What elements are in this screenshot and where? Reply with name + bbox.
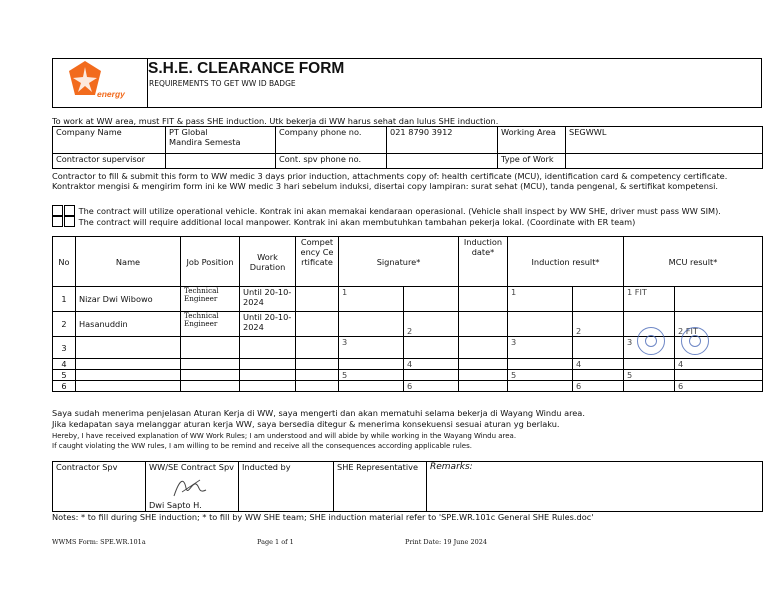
row-induction-even: 2 — [573, 312, 624, 337]
notes: Notes: * to fill during SHE induction; * to fill by WW SHE team; SHE induction material refer to 'SPE.WR.101c General SHE Rules.doc' — [52, 512, 594, 522]
contractor-supervisor-value[interactable] — [166, 154, 276, 169]
svg-text:energy: energy — [97, 89, 125, 99]
row-signature-even: 6 — [404, 381, 459, 392]
row-competency[interactable] — [296, 312, 339, 337]
manpower-checkbox-2[interactable] — [64, 216, 75, 227]
row-induction-even — [573, 287, 624, 312]
form-title: S.H.E. CLEARANCE FORM — [148, 60, 345, 77]
row-duration: Until 20-10-2024 — [240, 312, 296, 337]
row-signature-even: 2 — [404, 312, 459, 337]
row-no: 1 — [53, 287, 76, 312]
col-no: No — [53, 237, 76, 287]
company-phone-label: Company phone no. — [276, 127, 387, 154]
ww-se-contract-spv-cell[interactable] — [146, 462, 239, 512]
col-mcu-result: MCU result* — [624, 237, 763, 287]
row-job: Technical Engineer — [181, 287, 240, 312]
type-of-work-value[interactable] — [566, 154, 763, 169]
row-induction-even: 6 — [573, 381, 624, 392]
declaration-line-1: Saya sudah menerima penjelasan Aturan Kerja di WW, saya mengerti dan akan mematuhi selama bekerja di Wayang Windu area. — [52, 408, 585, 418]
row-induction-odd: 5 — [508, 370, 573, 381]
company-phone-value: 021 8790 3912 — [387, 127, 498, 154]
contractor-supervisor-label: Contractor supervisor — [53, 154, 166, 169]
row-induction-date[interactable] — [459, 312, 508, 337]
inducted-by-cell[interactable]: Inducted by — [239, 462, 334, 512]
row-competency[interactable] — [296, 287, 339, 312]
row-mcu-even — [675, 287, 763, 312]
row-no: 3 — [53, 337, 76, 359]
form-header — [52, 58, 762, 108]
company-name-label: Company Name — [53, 127, 166, 154]
row-signature-odd: 5 — [339, 370, 404, 381]
row-induction-odd: 3 — [508, 337, 573, 359]
checkbox-row-manpower — [52, 216, 635, 227]
manpower-checkbox[interactable] — [52, 216, 63, 227]
medic-stamp-2 — [681, 327, 709, 355]
signer-name: Dwi Sapto H. — [149, 500, 202, 510]
she-representative-cell[interactable]: SHE Representative — [334, 462, 427, 512]
cont-spv-phone-value[interactable] — [387, 154, 498, 169]
contractor-spv-cell[interactable]: Contractor Spv — [53, 462, 146, 512]
row-no: 2 — [53, 312, 76, 337]
footer-page: Page 1 of 1 — [257, 538, 294, 546]
row-induction-date[interactable] — [459, 287, 508, 312]
instruction-en: Contractor to fill & submit this form to WW medic 3 days prior induction, attachments copy of: health certificate (MCU), identification card & competency certificate. — [52, 171, 728, 181]
type-of-work-label: Type of Work — [498, 154, 566, 169]
col-name: Name — [76, 237, 181, 287]
company-table — [52, 126, 763, 169]
form-subtitle: REQUIREMENTS TO GET WW ID BADGE — [149, 79, 296, 88]
signature-image — [170, 474, 210, 500]
declaration-line-4: If caught violating the WW rules, I am willing to be remind and receive all the consequences according applicable rules. — [52, 442, 472, 450]
table-row — [53, 287, 763, 312]
row-signature-even: 4 — [404, 359, 459, 370]
star-energy-logo — [63, 61, 133, 105]
ww-se-contract-spv-label: WW/SE Contract Spv — [149, 462, 234, 472]
workers-table — [52, 236, 763, 392]
medic-stamp — [637, 327, 665, 355]
row-mcu-even: 6 — [675, 381, 763, 392]
declaration-line-2: Jika kedapatan saya melanggar aturan kerja WW, saya bersedia ditegur & menerima konsekuensi sesuai aturan yg berlaku. — [52, 419, 560, 429]
row-mcu-even: 4 — [675, 359, 763, 370]
col-work-duration: Work Duration — [240, 237, 296, 287]
row-signature-odd: 3 — [339, 337, 404, 359]
row-mcu-odd: 3 — [624, 337, 675, 359]
row-mcu-even: 2 FIT — [675, 312, 763, 337]
row-signature-even[interactable] — [404, 287, 459, 312]
vehicle-checkbox[interactable] — [52, 205, 63, 216]
col-competency: Competency Certificate — [296, 237, 339, 287]
col-signature: Signature* — [339, 237, 459, 287]
signoff-table — [52, 461, 763, 512]
col-induction-result: Induction result* — [508, 237, 624, 287]
remarks-cell[interactable]: Remarks: — [427, 462, 763, 512]
row-no: 6 — [53, 381, 76, 392]
col-induction-date: Induction date* — [459, 237, 508, 287]
row-job: Technical Engineer — [181, 312, 240, 337]
table-row — [53, 359, 763, 370]
logo-cell — [53, 59, 148, 107]
row-name: Hasanuddin — [76, 312, 181, 337]
vehicle-option-label: The contract will utilize operational vehicle. Kontrak ini akan memakai kendaraan operasional. (Vehicle shall inspect by WW SHE, driver must pass WW SIM). — [78, 206, 721, 216]
row-mcu-odd: 5 — [624, 370, 675, 381]
row-no: 4 — [53, 359, 76, 370]
col-job-position: Job Position — [181, 237, 240, 287]
working-area-value: SEGWWL — [566, 127, 763, 154]
cont-spv-phone-label: Cont. spv phone no. — [276, 154, 387, 169]
row-mcu-odd: 1 FIT — [624, 287, 675, 312]
row-name: Nizar Dwi Wibowo — [76, 287, 181, 312]
manpower-option-label: The contract will require additional local manpower. Kontrak ini akan membutuhkan tambahan pekerja lokal. (Coordinate with ER team) — [78, 217, 636, 227]
table-row — [53, 381, 763, 392]
vehicle-checkbox-2[interactable] — [64, 205, 75, 216]
row-signature-odd[interactable] — [339, 312, 404, 337]
table-row — [53, 370, 763, 381]
working-area-label: Working Area — [498, 127, 566, 154]
footer-print-date: Print Date: 19 June 2024 — [405, 538, 487, 546]
row-no: 5 — [53, 370, 76, 381]
row-signature-odd: 1 — [339, 287, 404, 312]
row-induction-even: 4 — [573, 359, 624, 370]
declaration-line-3: Hereby, I have received explanation of WW Work Rules; I am understood and will abide by while working in the Wayang Windu area. — [52, 432, 517, 440]
company-name-value: PT Global Mandira Semesta — [166, 127, 276, 154]
instruction-id: Kontraktor mengisi & mengirim form ini ke WW medic 3 hari sebelum induksi, disertai copy lampiran: surat sehat (MCU), tanda pengenal, & sertifikat kompetensi. — [52, 181, 719, 191]
intro-line: To work at WW area, must FIT & pass SHE induction. Utk bekerja di WW harus sehat dan lulus SHE induction. — [52, 116, 499, 126]
checkbox-row-vehicle — [52, 205, 721, 216]
row-duration: Until 20-10-2024 — [240, 287, 296, 312]
row-induction-odd — [508, 312, 573, 337]
footer-form-id: WWMS Form: SPE.WR.101a — [52, 538, 146, 546]
row-induction-odd: 1 — [508, 287, 573, 312]
